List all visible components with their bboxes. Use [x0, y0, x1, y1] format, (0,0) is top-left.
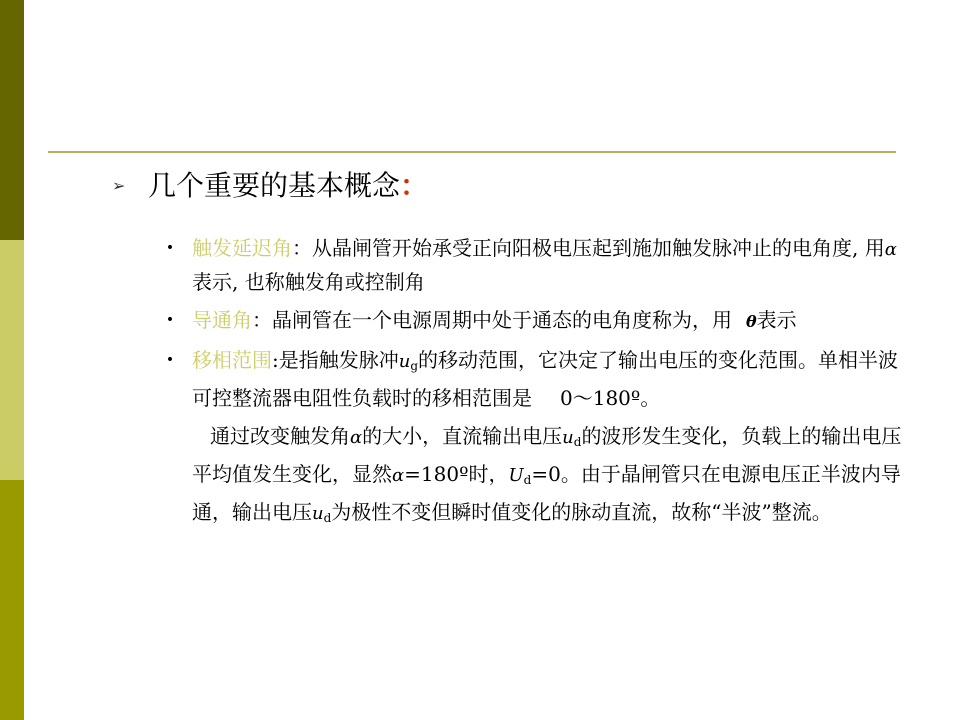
para-text-4: =180º时，: [404, 462, 509, 486]
heading-text: 几个重要的基本概念: [148, 169, 401, 202]
list-item-trigger-angle: [160, 232, 910, 298]
dot-bullet-icon: •: [165, 240, 175, 256]
symbol-alpha: α: [884, 239, 897, 260]
para-text-5: =0。由于晶闸管只在电源电压正半波内导通，输出电压: [192, 462, 901, 524]
range-value: 0～180º: [560, 386, 641, 410]
para-text-1: 通过改变触发角: [210, 424, 350, 448]
title-divider: [48, 151, 896, 153]
term-separator: ：: [292, 236, 312, 260]
subscript-d: d: [523, 473, 532, 487]
definition-text-cont: 表示: [756, 308, 797, 332]
list-item-conduction-angle: [160, 304, 910, 338]
symbol-alpha: α: [350, 427, 363, 448]
subscript-d: d: [573, 435, 582, 449]
definition-text: 从晶闸管开始承受正向阳极电压起到施加触发脉冲止的电角度, 用: [312, 236, 885, 260]
definition-text: 是指触发脉冲: [278, 348, 399, 372]
term-separator: ：: [252, 308, 272, 332]
slide-body: [160, 232, 910, 534]
term-label: 触发延迟角: [192, 236, 292, 260]
definition-text-cont: 的移动范围，它决定了输出电压的变化范围。单相半波可控整流器电阻性负载时的移相范围是: [192, 348, 899, 410]
symbol-alpha: α: [392, 465, 405, 486]
symbol-U: U: [508, 465, 524, 486]
explanation-paragraph: [160, 420, 910, 534]
para-text-3: 的波形发生变化，负载上的输出电压平均值发生变化，显然: [192, 424, 902, 486]
term-label: 导通角: [192, 308, 252, 332]
definition-text-end: 。: [640, 386, 661, 410]
definition-text: 晶闸管在一个电源周期中处于通态的电角度称为，用: [272, 308, 732, 332]
symbol-u: u: [398, 351, 411, 372]
heading-colon: ：: [400, 169, 429, 202]
term-separator: :: [272, 348, 279, 372]
symbol-u: u: [562, 427, 574, 448]
para-text-6: 为极性不变但瞬时值变化的脉动直流，故称“半波”整流。: [331, 500, 832, 524]
list-item-phase-shift-range: [160, 344, 910, 414]
sidebar-band-light: [0, 240, 24, 480]
dot-bullet-icon: •: [165, 312, 175, 328]
subscript-d: d: [323, 511, 332, 525]
term-label: 移相范围: [192, 348, 272, 372]
sidebar-band-dark: [0, 0, 24, 240]
symbol-theta: θ: [746, 312, 757, 331]
slide-heading: [112, 164, 428, 208]
sidebar-band-olive: [0, 480, 24, 720]
subscript-g: g: [410, 359, 419, 373]
symbol-u: u: [312, 503, 324, 524]
definition-text-cont: 表示, 也称触发角或控制角: [192, 270, 425, 294]
arrow-bullet-icon: ➢: [112, 176, 126, 195]
para-text-2: 的大小，直流输出电压: [362, 424, 563, 448]
dot-bullet-icon: •: [165, 352, 175, 368]
